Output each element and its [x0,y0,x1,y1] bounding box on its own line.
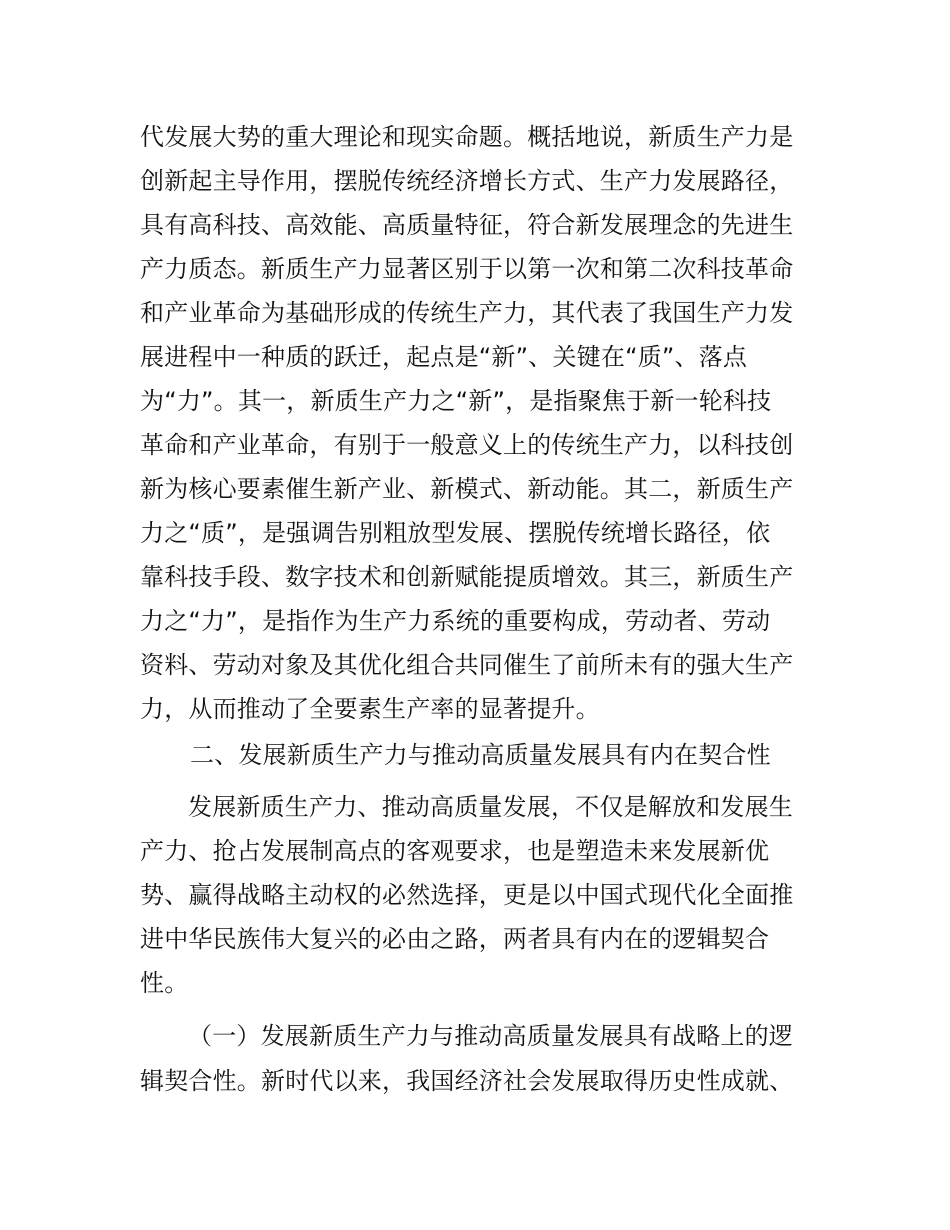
text-line: 力之“力”，是指作为生产力系统的重要构成，劳动者、劳动 [140,607,771,635]
text-line: 进中华民族伟大复兴的必由之路，两者具有内在的逻辑契合 [140,925,770,953]
text-line: 势、赢得战略主动权的必然选择，更是以中国式现代化全面推 [140,881,794,909]
text-line: 具有高科技、高效能、高质量特征，符合新发展理念的先进生 [140,211,794,239]
section-heading: 二、发展新质生产力与推动高质量发展具有内在契合性 [190,741,771,769]
text-line: 发展新质生产力、推动高质量发展，不仅是解放和发展生 [188,793,793,821]
text-line: 产力、抢占发展制高点的客观要求，也是塑造未来发展新优 [140,837,770,865]
text-line: 展进程中一种质的跃迁，起点是“新”、关键在“质”、落点 [140,343,748,371]
text-line: 创新起主导作用，摆脱传统经济增长方式、生产力发展路径， [140,167,794,195]
text-line: 靠科技手段、数字技术和创新赋能提质增效。其三，新质生产 [140,563,794,591]
text-line: 革命和产业革命，有别于一般意义上的传统生产力，以科技创 [140,431,794,459]
text-line: （一）发展新质生产力与推动高质量发展具有战略上的逻 [188,1022,793,1050]
text-line: 性。 [140,969,189,997]
text-line: 力，从而推动了全要素生产率的显著提升。 [140,695,600,723]
text-line: 代发展大势的重大理论和现实命题。概括地说，新质生产力是 [140,123,794,151]
text-line: 新为核心要素催生新产业、新模式、新动能。其二，新质生产 [140,475,794,503]
text-line: 和产业革命为基础形成的传统生产力，其代表了我国生产力发 [140,299,794,327]
text-line: 资料、劳动对象及其优化组合共同催生了前所未有的强大生产 [140,651,794,679]
text-line: 力之“质”，是强调告别粗放型发展、摆脱传统增长路径，依 [140,519,771,547]
text-line: 为“力”。其一，新质生产力之“新”，是指聚焦于新一轮科技 [140,387,772,415]
text-line: 辑契合性。新时代以来，我国经济社会发展取得历史性成就、 [140,1067,794,1095]
text-line: 产力质态。新质生产力显著区别于以第一次和第二次科技革命 [140,255,794,283]
